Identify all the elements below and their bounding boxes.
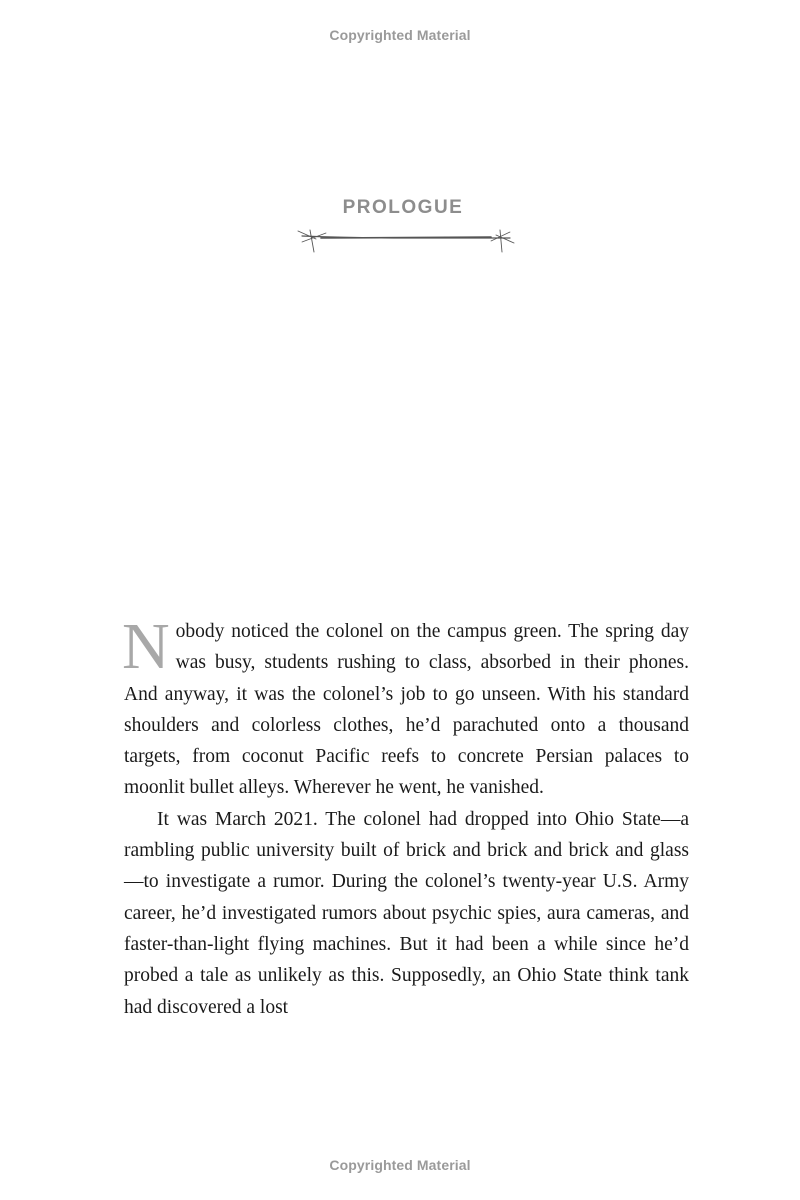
chapter-divider-ornament — [296, 226, 516, 256]
prologue-body — [122, 610, 689, 1023]
paragraph-2: It was March 2021. The colonel had dropped into Ohio State—a rambling public university built of brick and brick and brick and glass—to investigate a rumor. During the colonel’s twenty-year U.S. Army career, he’d investigated rumors about psychic spies, aura cameras, and faster-than-light flying machines. But it had been a while since he’d probed a tale as unlikely as this. Supposedly, an Ohio State think tank had discovered a lost — [124, 808, 689, 1018]
drop-cap: N — [122, 610, 170, 683]
copyright-watermark-bottom: Copyrighted Material — [329, 1157, 471, 1173]
copyright-watermark-top: Copyrighted Material — [329, 27, 471, 43]
paragraph-1-text: obody noticed the colonel on the campus green. The spring day was busy, students rushing to class, absorbed in their phones. And anyway, it was the colonel’s job to go unseen. With his standard shoulders and colorless clothes, he’d parachuted onto a thousand targets, from coconut Pacific reefs to concrete Persian palaces to moonlit bullet alleys. Wherever he went, he vanished. — [124, 621, 689, 799]
paragraph-1 — [122, 610, 689, 804]
chapter-title: PROLOGUE — [342, 197, 464, 218]
